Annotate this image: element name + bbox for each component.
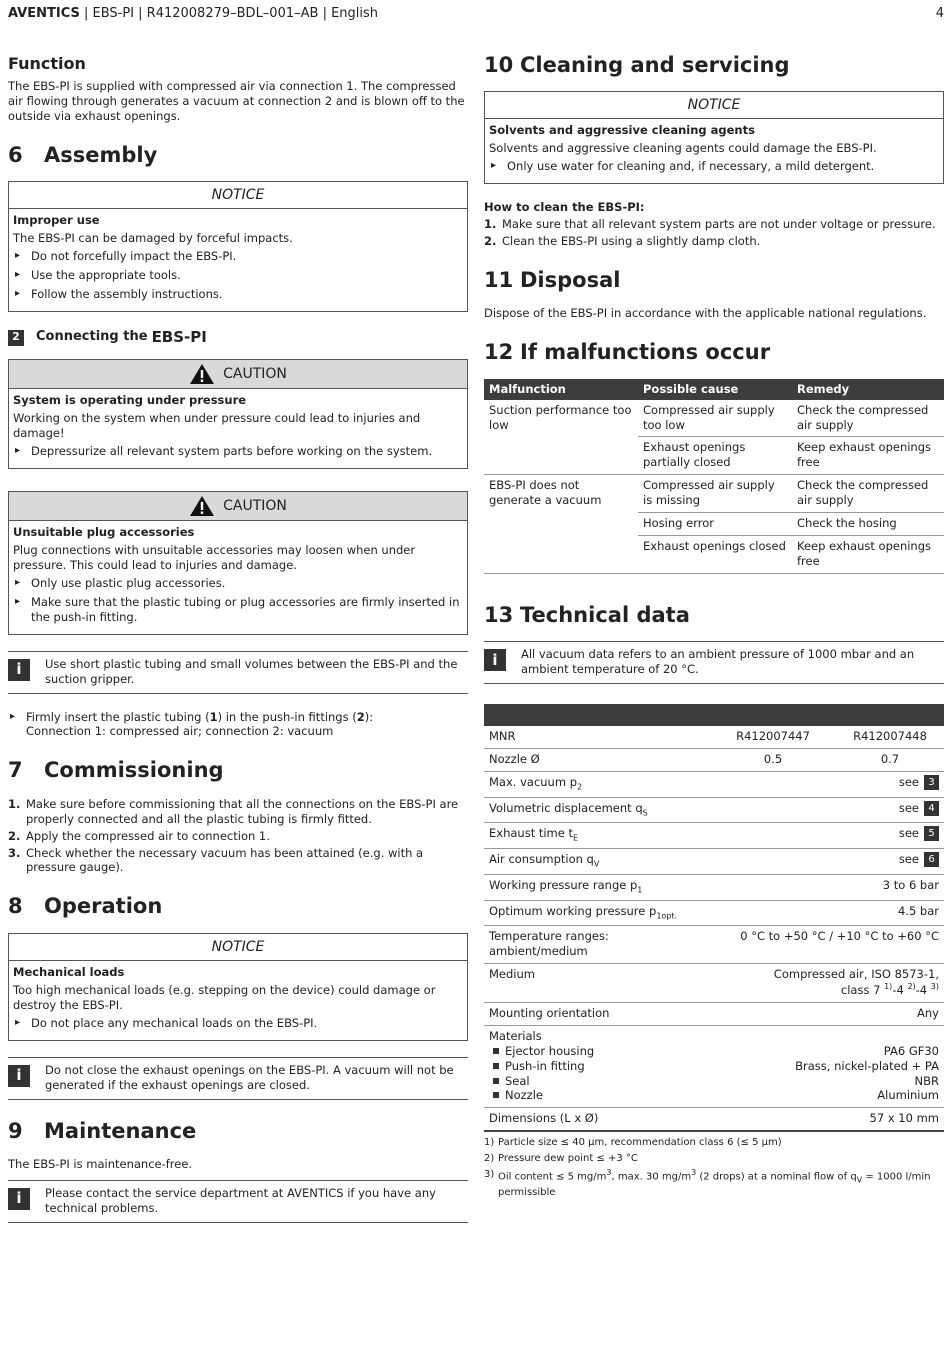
row-value: 0 °C to +50 °C / +10 °C to +60 °C <box>710 926 944 964</box>
page-number: 4 <box>935 6 944 21</box>
remedy-cell: Keep exhaust openings free <box>792 437 944 475</box>
technical-data-table <box>484 726 944 1132</box>
table-row <box>484 849 944 875</box>
row-value: 0.5 <box>710 749 836 772</box>
table-row <box>484 964 944 1003</box>
info-icon: i <box>484 649 506 671</box>
row-label: Working pressure range $p_1$ <box>484 874 710 900</box>
operation-notice <box>8 933 468 1041</box>
warning-icon <box>189 363 215 385</box>
row-value: R412007448 <box>836 726 944 748</box>
table-row <box>484 749 944 772</box>
commissioning-steps <box>8 797 468 876</box>
table-row <box>484 772 944 798</box>
info-text: All vacuum data refers to an ambient pressure of 1000 mbar and an ambient temperature of 20 °C. <box>521 647 915 677</box>
table-row <box>484 1108 944 1131</box>
operation-heading <box>8 893 468 920</box>
notice-item: ▸ Only use water for cleaning and, if necessary, a mild detergent. <box>489 159 939 174</box>
connecting-subheading <box>8 328 468 348</box>
list-item: 1. Make sure before commissioning that all the connections on the EBS-PI are properly connected and all the plastic tubing is firmly fitted. <box>8 796 459 826</box>
row-label: MNR <box>484 726 710 748</box>
row-value: Any <box>710 1002 944 1025</box>
caution-heading: Unsuitable plug accessories <box>13 525 195 540</box>
notice-heading: Improper use <box>13 213 100 228</box>
section-number: 10 <box>484 53 514 77</box>
section-number: 9 <box>8 1118 23 1143</box>
row-value: PA6 GF30 Brass, nickel-plated + PA NBR Aluminium <box>710 1025 944 1108</box>
caution-plug <box>8 491 468 635</box>
malfunctions-heading <box>484 339 944 366</box>
notice-title: NOTICE <box>485 92 943 119</box>
row-value: 4.5 bar <box>710 900 944 926</box>
row-value: see 5 <box>710 823 944 849</box>
row-value: Compressed air, ISO 8573-1, class 7 $^{1)}$-4 $^{2)}$-4 $^{3)}$ <box>710 964 944 1003</box>
cleaning-notice <box>484 91 944 184</box>
row-label: Volumetric displacement $q_S$ <box>484 797 710 823</box>
list-item: 2. Apply the compressed air to connection 1. <box>8 828 270 843</box>
remedy-cell: Check the compressed air supply <box>792 475 944 513</box>
figure-ref-box: 5 <box>924 826 939 841</box>
info-text: Do not close the exhaust openings on the EBS-PI. A vacuum will not be generated if the exhaust openings are closed. <box>45 1062 454 1092</box>
row-label: Nozzle Ø <box>484 749 710 772</box>
table-row <box>484 900 944 926</box>
disposal-text: Dispose of the EBS-PI in accordance with the applicable national regulations. <box>484 306 927 321</box>
disposal-heading <box>484 267 944 294</box>
section-number: 13 <box>484 603 514 628</box>
commissioning-heading <box>8 757 468 784</box>
notice-heading: Solvents and aggressive cleaning agents <box>489 123 755 138</box>
assembly-notice <box>8 181 468 312</box>
column-header: Remedy <box>792 379 944 400</box>
row-label: Materials Ejector housing Push-in fitting Seal Nozzle <box>484 1025 710 1108</box>
info-icon: i <box>8 1188 30 1210</box>
row-value: 57 x 10 mm <box>710 1108 944 1131</box>
row-label: Max. vacuum $p_2$ <box>484 772 710 798</box>
row-label: Mounting orientation <box>484 1002 710 1025</box>
column-header: Malfunction <box>484 379 638 400</box>
footnote: 1) Particle size ≤ 40 µm, recommendation class 6 (≤ 5 µm) <box>484 1137 782 1149</box>
section-title: If malfunctions occur <box>520 340 771 365</box>
row-label: Medium <box>484 964 710 1003</box>
subheading-product: EBS-PI <box>151 327 207 346</box>
info-vacuum <box>484 641 944 684</box>
info-exhaust <box>8 1057 468 1100</box>
section-title: Technical data <box>520 603 690 628</box>
section-number: 7 <box>8 758 23 783</box>
info-icon: i <box>8 1065 30 1087</box>
info-text: Use short plastic tubing and small volumes between the EBS-PI and the suction gripper. <box>45 656 458 686</box>
cleaning-heading <box>484 52 944 79</box>
figure-ref-box: 2 <box>8 330 24 346</box>
technical-heading <box>484 602 944 629</box>
brand-name: AVENTICS <box>8 6 80 21</box>
notice-text: The EBS-PI can be damaged by forceful impacts. <box>13 231 293 246</box>
section-title: Cleaning and servicing <box>520 53 790 77</box>
table-row <box>484 797 944 823</box>
technical-table-header-bar <box>484 704 944 726</box>
subheading-label: Connecting the <box>36 329 148 345</box>
footnote: 3) Oil content ≤ 5 $mg/m^3$, max. 30 $mg/m^3$ (2 drops) at a nominal flow of $q_V = 1000$ l/min permissible <box>484 1168 931 1199</box>
table-row <box>484 823 944 849</box>
section-title: Assembly <box>44 142 158 167</box>
row-label: Optimum working pressure $p_{1opt.}$ <box>484 900 710 926</box>
list-item: 2. Clean the EBS-PI using a slightly damp cloth. <box>484 234 761 249</box>
maintenance-text: The EBS-PI is maintenance-free. <box>8 1156 193 1171</box>
row-value: 3 to 6 bar <box>710 874 944 900</box>
section-title: Maintenance <box>44 1118 197 1143</box>
row-value: 0.7 <box>836 749 944 772</box>
notice-title: NOTICE <box>9 934 467 961</box>
warning-icon <box>189 495 215 517</box>
notice-text: Too high mechanical loads (e.g. stepping on the device) could damage or destroy the EBS-PI. <box>13 982 436 1012</box>
caution-title: CAUTION <box>223 366 287 383</box>
maintenance-heading <box>8 1118 468 1145</box>
info-icon: i <box>8 659 30 681</box>
function-text: The EBS-PI is supplied with compressed air via connection 1. The compressed air flowing through generates a vacuum at connection 2 and is blown off to the outside via exhaust openings. <box>8 78 465 123</box>
table-row <box>484 726 944 748</box>
remedy-cell: Check the hosing <box>792 513 944 536</box>
cause-cell: Exhaust openings closed <box>638 536 792 574</box>
cause-cell: Hosing error <box>638 513 792 536</box>
cause-cell: Exhaust openings partially closed <box>638 437 792 475</box>
section-title: Operation <box>44 894 163 919</box>
caution-item: ▸ Make sure that the plastic tubing or plug accessories are firmly inserted in the push-in fitting. <box>13 595 463 625</box>
notice-title: NOTICE <box>9 182 467 209</box>
row-value: see 6 <box>710 849 944 875</box>
column-header: Possible cause <box>638 379 792 400</box>
cause-cell: Compressed air supply too low <box>638 400 792 437</box>
cause-cell: Compressed air supply is missing <box>638 475 792 513</box>
remedy-cell: Keep exhaust openings free <box>792 536 944 574</box>
assembly-heading <box>8 142 468 169</box>
footnotes <box>484 1136 944 1199</box>
figure-ref-box: 3 <box>924 775 939 790</box>
section-title: Commissioning <box>44 758 224 783</box>
table-header-row <box>484 379 944 400</box>
row-value: see 4 <box>710 797 944 823</box>
row-value: see 3 <box>710 772 944 798</box>
figure-ref-box: 6 <box>924 852 939 867</box>
table-row <box>484 1002 944 1025</box>
footnote: 2) Pressure dew point ≤ +3 °C <box>484 1153 638 1165</box>
table-row <box>484 400 944 437</box>
table-row <box>484 475 944 513</box>
remedy-cell: Check the compressed air supply <box>792 400 944 437</box>
row-value: R412007447 <box>710 726 836 748</box>
assembly-step: ▸ Firmly insert the plastic tubing (1) in the push-in fittings (2): Connection 1: compressed air; connection 2: vacuum <box>8 710 468 740</box>
notice-text: Solvents and aggressive cleaning agents could damage the EBS-PI. <box>489 141 877 156</box>
cleaning-steps <box>484 217 944 249</box>
notice-heading: Mechanical loads <box>13 964 125 979</box>
table-row <box>484 874 944 900</box>
table-row <box>484 1025 944 1108</box>
info-service <box>8 1180 468 1223</box>
section-number: 8 <box>8 894 23 919</box>
notice-item: ▸ Do not place any mechanical loads on the EBS-PI. <box>13 1016 463 1031</box>
caution-text: Working on the system when under pressure could lead to injuries and damage! <box>13 411 421 441</box>
notice-item: ▸ Do not forcefully impact the EBS-PI. <box>13 249 463 264</box>
figure-ref-box: 4 <box>924 801 939 816</box>
malfunction-cell: Suction performance too low <box>484 400 638 475</box>
row-label: Dimensions (L x Ø) <box>484 1108 710 1131</box>
how-to-clean-heading: How to clean the EBS-PI: <box>484 200 645 215</box>
info-text: Please contact the service department at AVENTICS if you have any technical problems. <box>45 1185 436 1215</box>
malfunction-table <box>484 379 944 574</box>
document-id: | EBS-PI | R412008279–BDL–001–AB | English <box>79 6 379 21</box>
section-number: 12 <box>484 340 514 365</box>
caution-item: ▸ Depressurize all relevant system parts before working on the system. <box>13 444 463 459</box>
malfunction-cell: EBS-PI does not generate a vacuum <box>484 475 638 574</box>
row-label: Temperature ranges: ambient/medium <box>484 926 710 964</box>
function-heading: Function <box>8 54 86 73</box>
section-title: Disposal <box>520 268 621 293</box>
section-number: 6 <box>8 142 23 167</box>
notice-item: ▸ Follow the assembly instructions. <box>13 287 463 302</box>
step-connections: Connection 1: compressed air; connection 2: vacuum <box>26 724 334 739</box>
row-label: Exhaust time $t_E$ <box>484 823 710 849</box>
caution-text: Plug connections with unsuitable accessories may loosen when under pressure. This could lead to injuries and damage. <box>13 542 416 572</box>
notice-item: ▸ Use the appropriate tools. <box>13 268 463 283</box>
page-header <box>8 6 944 23</box>
right-column <box>484 52 944 1202</box>
list-item: 3. Check whether the necessary vacuum has been attained (e.g. with a pressure gauge). <box>8 845 424 875</box>
row-label: Air consumption $q_V$ <box>484 849 710 875</box>
caution-title: CAUTION <box>223 497 287 514</box>
left-column <box>8 52 468 1239</box>
list-item: 1. Make sure that all relevant system parts are not under voltage or pressure. <box>484 217 936 232</box>
info-tubing <box>8 651 468 694</box>
caution-pressure <box>8 359 468 469</box>
caution-heading: System is operating under pressure <box>13 393 247 408</box>
table-row <box>484 926 944 964</box>
section-number: 11 <box>484 268 514 293</box>
caution-item: ▸ Only use plastic plug accessories. <box>13 576 463 591</box>
